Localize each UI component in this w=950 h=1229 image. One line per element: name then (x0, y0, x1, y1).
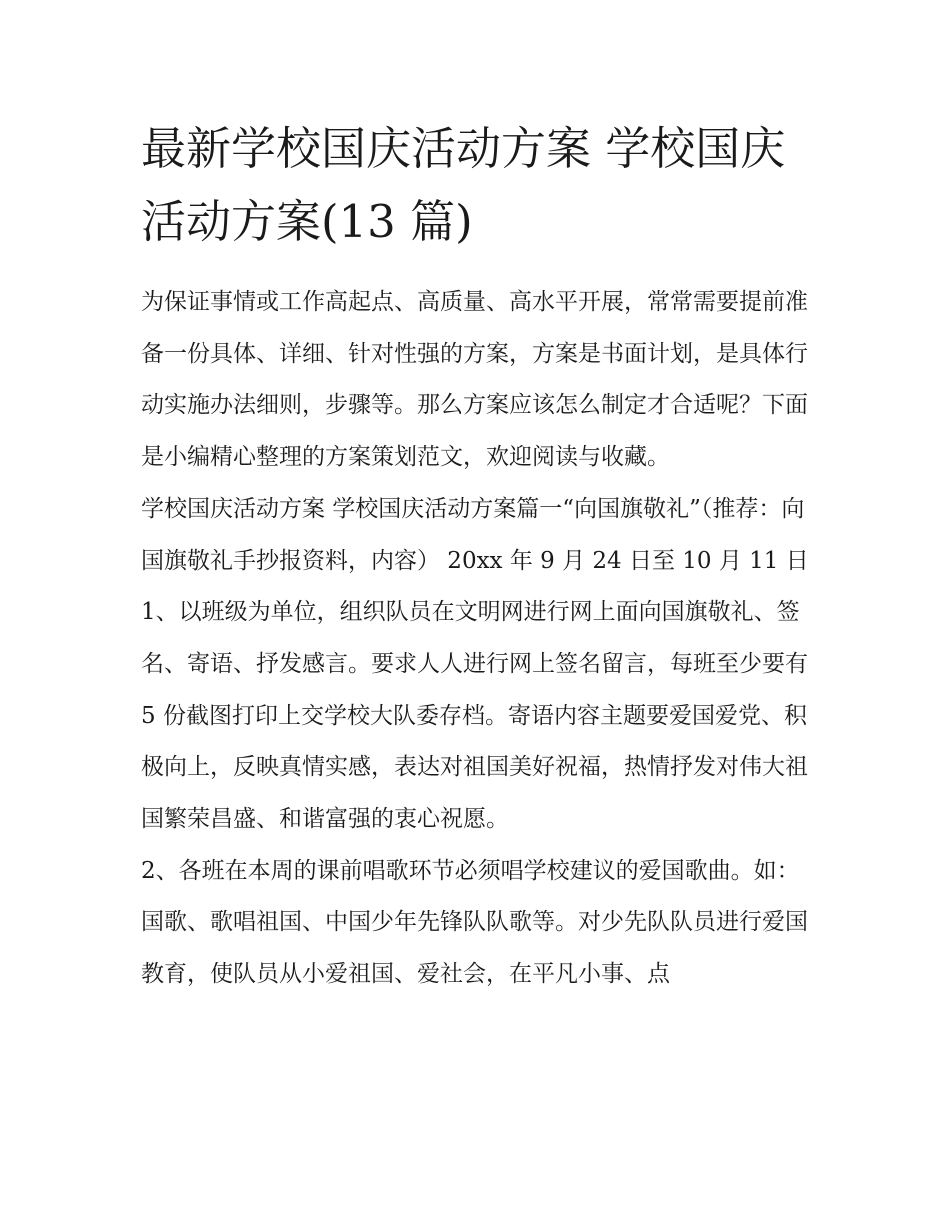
document-title: 最新学校国庆活动方案 学校国庆活动方案(13 篇) (141, 122, 786, 248)
section-heading-paragraph: 学校国庆活动方案 学校国庆活动方案篇一“向国旗敬礼”（推荐：向国旗敬礼手抄报资料，内容） 20xx 年 9 月 24 日至 10 月 11 日 (141, 495, 809, 574)
item-2-paragraph: 2、各班在本周的课前唱歌环节必须唱学校建议的爱国歌曲。如：国歌、歌唱祖国、中国少年先锋队队歌等。对少先队队员进行爱国教育，使队员从小爱祖国、爱社会，在平凡小事、点 (141, 857, 808, 988)
item-1-paragraph: 1、以班级为单位，组织队员在文明网进行网上面向国旗敬礼、签名、寄语、抒发感言。要求人人进行网上签名留言，每班至少要有 5 份截图打印上交学校大队委存档。寄语内容主题要爱国爱党、积极向上，反映真情实感，表达对祖国美好祝福，热情抒发对伟大祖国繁荣昌盛、和谐富强的衷心祝愿。 (141, 599, 808, 833)
document-body (141, 277, 821, 1001)
intro-paragraph: 为保证事情或工作高起点、高质量、高水平开展，常常需要提前准备一份具体、详细、针对性强的方案，方案是书面计划，是具体行动实施办法细则，步骤等。那么方案应该怎么制定才合适呢？下面是小编精心整理的方案策划范文，欢迎阅读与收藏。 (141, 289, 808, 471)
